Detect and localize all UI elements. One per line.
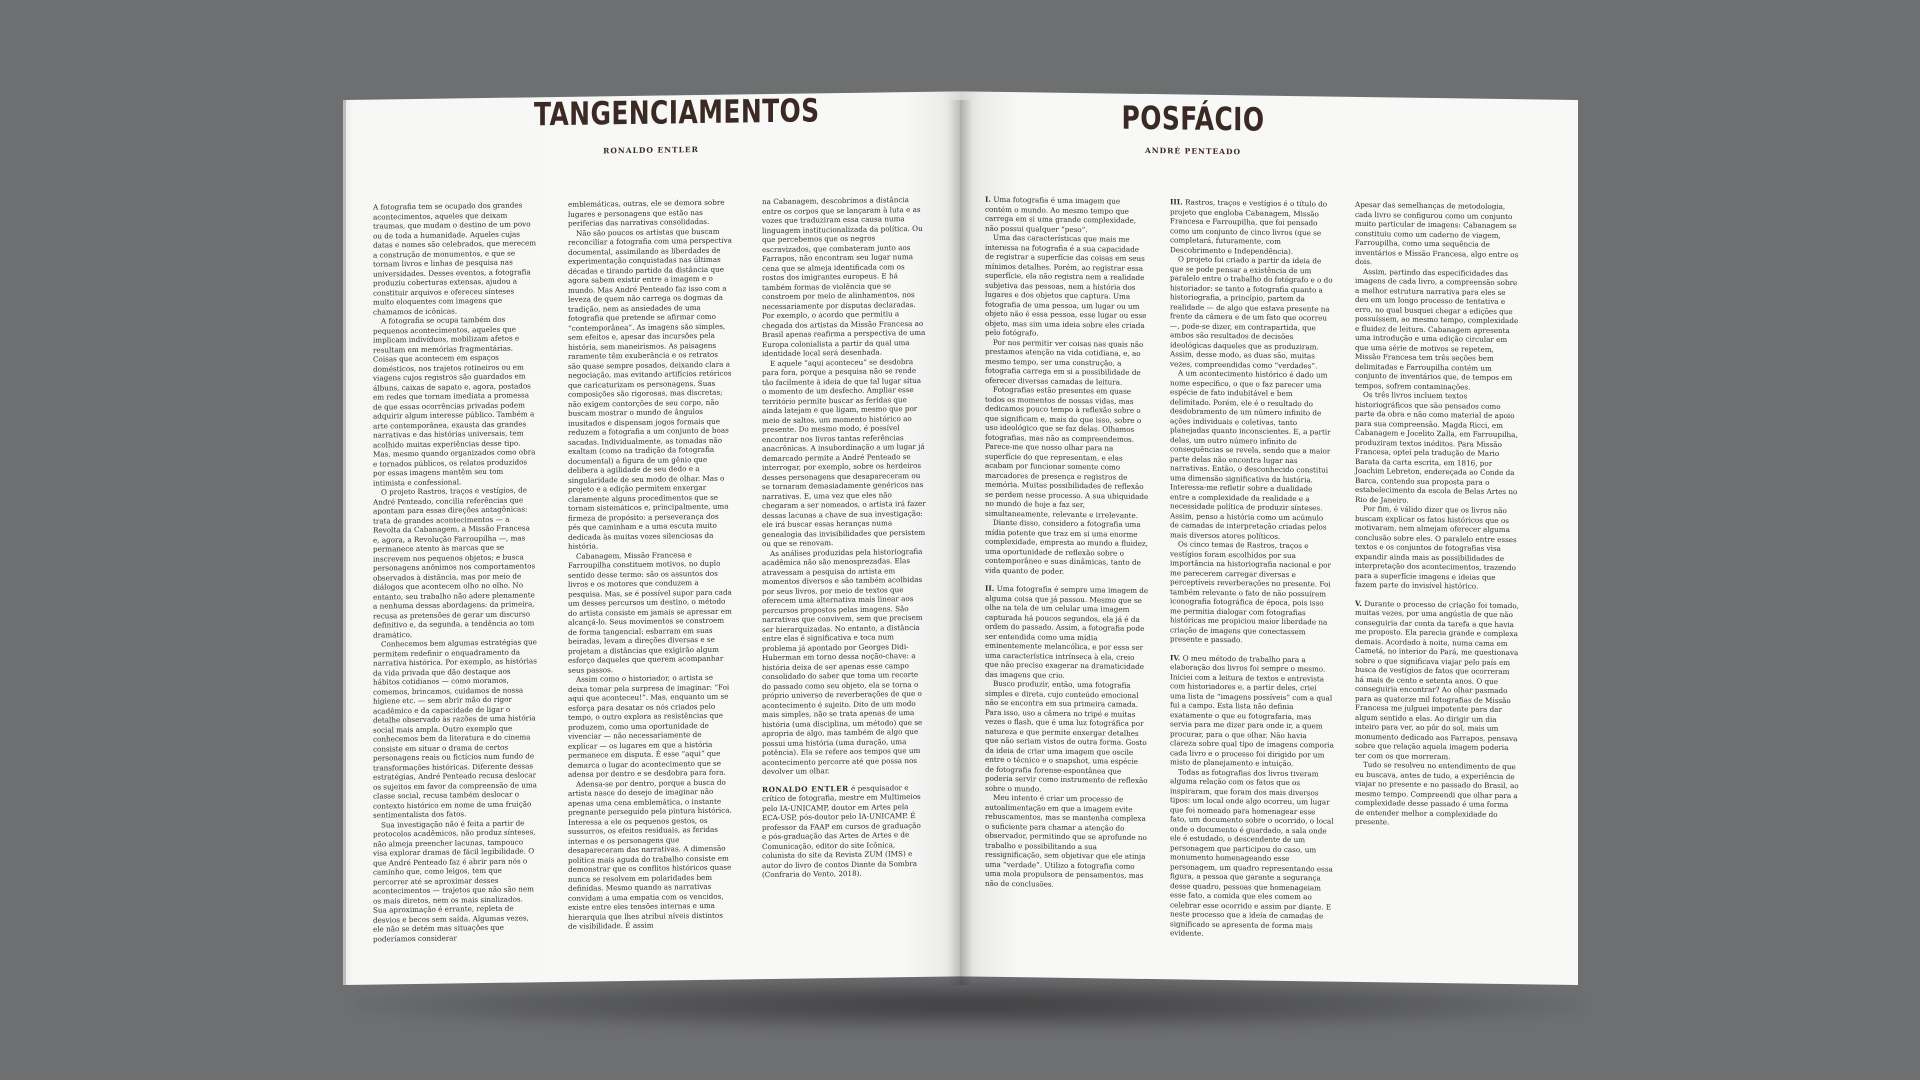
paragraph: Conhecemos bem algumas estratégias que permitem redefinir o enquadramento da narrativa histórica. Por exemplo, as histórias da vida privada que dão destaque aos hábitos cotidianos — como moramos, comemos, brincamos, cuidamos de nossa higiene etc. — sem abrir mão do rigor acadêmico e da capacidade de ligar o detalhe observado às razões de uma história social mais ampla. Outro exemplo que conhecemos bem da literatura e do cinema consiste em situar o drama de certos personagens reais ou fictícios num fundo de transformações históricas. Diferente dessas estratégias, André Penteado recusa deslocar os sujeitos em favor da compreensão de uma classe social, recusa também deslocar o contexto histórico em nome de uma fruição sentimentalista dos fatos. — [373, 637, 537, 820]
paragraph — [1170, 254, 1334, 370]
paragraph — [985, 385, 1149, 520]
paragraph: na Cabanagem, descobrimos a distância entre os corpos que se lançaram à luta e as vozes que traduziram essa causa numa linguagem institucionalizada da política. Ou que percebemos que os negros escravizados, que combateram junto aos Farrapos, não encontram seu lugar numa cena que se almeja identificada com os rostos dos imigrantes europeus. E há também formas de violência que se constroem por meio de alinhamentos, nos necessariamente por disputas declaradas. Por exemplo, o acordo que permitiu a chegada dos artistas da Missão Francesa ao Brasil apenas reafirma a perspectiva de uma Europa colonialista a partir da qual uma identidade local será desenhada. — [762, 195, 926, 359]
left-column-3 — [762, 195, 926, 880]
paragraph-text: Todas as fotografias dos livros tiveram alguma relação com os fatos que os inspiraram, que foram dos mais diversos tipos: um local onde algo ocorreu, um lugar que foi nomeado para homenagear esse fato, um documento sobre o ocorrido, o local onde o documento é guardado, a sala onde ele é estudado, o descendente de um personagem que participou do caso, um monumento homenageando esse personagem, um quadro representando essa figura, a pessoa que garante a segurança desse quadro, pessoas que homenageiam esse fato, a comida que eles comem ao celebrar esse ocorrido e assim por diante. E neste processo que a ideia de camadas de significado se apresenta de forma mais evidente. — [1170, 766, 1334, 938]
paragraph — [1355, 598, 1519, 762]
paragraph: A fotografia tem se ocupado dos grandes acontecimentos, aqueles que deixam traumas, que mudam o destino de um povo ou de toda a humanidade. Aqueles cujas datas e nomes são celebrados, que merecem a construção de monumentos, e que se tornam livros e linhas de pesquisa nas universidades. Desses eventos, a fotografia produziu coberturas extensas, ajudou a constituir arquivos e ofereceu sínteses muito eloquentes com imagens que chamamos de icônicas. — [373, 200, 537, 317]
paragraph — [985, 584, 1149, 681]
page-edge — [343, 100, 346, 985]
section-number: III. — [1170, 197, 1186, 207]
paragraph-text: Uma das características que mais me interessa na fotografia é a sua capacidade de registrar a superfície das coisas em seus mínimos detalhes. Porém, ao registrar essa superfície, ela não registra nem a realidade subjetiva das pessoas, nem a história dos lugares e dos objetos que captura. Uma fotografia de uma pessoa, um lugar ou um objeto não é essa pessoa, esse lugar ou esse objeto, mas sim uma ideia sobre eles criada pelo fotógrafo. — [985, 232, 1147, 338]
paragraph — [1170, 767, 1334, 940]
open-magazine — [343, 91, 1578, 985]
author-andre-penteado: ANDRÉ PENTEADO — [1144, 145, 1242, 157]
paragraph-text: Assim, partindo das especificidades das imagens de cada livro, a compreensão sobre a melhor estrutura narrativa para eles se deu em um longo processo de tentativa e erro, no qual busquei chegar a edições que possuíssem, ao mesmo tempo, complexidade e fluidez de leitura. Cabanagem apresenta uma introdução e uma edição circular em que uma série de motivos se repetem, Missão Francesa tem três seções bem delimitadas e Farroupilha contém um conjunto de inventários que, de tempos em tempos, sofrem contaminações. — [1355, 266, 1519, 391]
paragraph: Cabanagem, Missão Francesa e Farroupilha constituem motivos, no duplo sentido desse termo: são os assuntos dos livros e os motores que conduzem a pesquisa. Mas, se é possível supor para cada um desses percursos um destino, o método do artista consiste em jamais se apressar em alcançá-lo. Seus movimentos se constroem de forma tangencial: esbarram em suas beiradas, levam a direções diversas e se projetam a distâncias que exigirão algum esforço daqueles que querem acompanhar seus passos. — [568, 549, 732, 675]
paragraph-text: Durante o processo de criação foi tomado, muitas vezes, por uma angústia de que não conseguiria dar conta da tarefa a que havia me proposto. Ela parecia grande e complexa demais. Acordado à noite, numa cama em Cametá, no interior do Pará, me questionava sobre o que significava viajar pelo país em busca de vestígios de fatos que ocorreram há mais de cento e setenta anos. O que conseguiria encontrar? Ao olhar pasmado para as quatorze mil fotografias de Missão Francesa me julguei impotente para dar algum sentido a elas. Ao dirigir um dia inteiro para ver, ao pôr do sol, mais um monumento dedicado aos Farrapos, pensava sobre que relação aquela imagem poderia ter com os que morreram. — [1355, 598, 1519, 761]
paragraph-text: Tudo se resolveu no entendimento de que eu buscava, antes de tudo, a experiência de viajar no presente e no passado do Brasil, ao mesmo tempo. Compreendi que olhar para a complexidade desse passado é uma forma de entender melhor a complexidade do presente. — [1355, 759, 1519, 827]
paragraph-text: Uma fotografia é uma imagem que contém o mundo. Ao mesmo tempo que carrega em si uma grande complexidade, não possui qualquer “peso”. — [985, 194, 1137, 234]
paragraph — [1170, 197, 1334, 256]
left-column-1 — [373, 200, 537, 943]
paragraph-text: Por fim, é válido dizer que os livros não buscam explicar os fatos históricos que os motivaram, nem almejam oferecer alguma conclusão sobre eles. O paralelo entre esses textos e os conjuntos de fotografias visa expandir ainda mais as possibilidades de interpretação dos acontecimentos, trazendo para a superfície imagens e ideias que fazem parte do invisível histórico. — [1355, 503, 1517, 591]
paragraph: Adensa-se por dentro, porque a busca do artista nasce do desejo de imaginar não apenas uma cena emblemática, o instante pregnante perseguido pela pintura histórica. Interessa a ele os pequenos gestos, os sussurros, os efeitos residuais, as feridas internas e os personagens que desapareceram das narrativas. A dimensão política mais aguda do trabalho consiste em demonstrar que os conflitos históricos quase nunca se resolvem em polaridades bem definidas. Mesmo quando as narrativas convidam a uma empatia com os vencidos, existe entre eles tensões internas e uma hierarquia que lhes atribui níveis distintos de visibilidade. É assim — [568, 777, 732, 931]
paragraph-text: Os cinco temas de Rastros, traços e vestígios foram escolhidos por sua importância na historiografia nacional e por me parecerem carregar diversas e perceptíveis reverberações no presente. Foi também relevante o fato de não possuírem iconografia fotográfica de época, pois isso me permitia dialogar com fotografias históricas me propiciou maior liberdade na criação de imagens que conectassem presente e passado. — [1170, 539, 1331, 645]
paragraph-text: Os três livros incluem textos historiográficos que são pensados como parte da obra e não como material de apoio para sua compreensão. Magda Ricci, em Cabanagem e Jocelito Zalla, em Farroupilha, produziram textos inéditos. Para Missão Francesa, optei pela tradução de Mario Barata da carta escrita, em 1816, por Joachim Lebreton, endereçada ao Conde da Barca, contendo sua proposta para o estabelecimento da escola de Belas Artes no Rio de Janeiro. — [1355, 389, 1518, 505]
bio-text: é pesquisador e crítico de fotografia, mestre em Multimeios pelo IA-UNICAMP, doutor em Artes pela ECA-USP, pós-doutor pelo IA-UNICAMP. É professor da FAAP em cursos de graduação e pós-graduação das Artes de Artes e de Comunicação, editor do site Icônica, colunista do site da Revista ZUM (IMS) e autor do livro de contos Diante da Sombra (Confraria do Vento, 2018). — [762, 782, 921, 880]
left-column-2 — [568, 198, 732, 932]
paragraph — [985, 195, 1149, 235]
paragraph-text: A um acontecimento histórico é dado um nome específico, o que o faz parecer uma espécie de fato indubitável e bem delimitado. Porém, ele é o resultado do desdobramento de um número infinito de ações individuais e coletivas, tanto planejadas quanto inconscientes. E, a partir delas, um outro número infinito de consequências se revela, sendo que a maior parte delas não encontra lugar nas narrativas. Então, o desconhecido constitui uma dimensão significativa da história. Interessa-me refletir sobre a dualidade entre a complexidade da realidade e a necessidade política de produzir sínteses. Assim, penso a história como um acúmulo de camadas de interpretação criadas pelos mais diversos atores políticos. — [1170, 368, 1331, 541]
magazine-shadow — [355, 980, 1585, 1030]
bio-name: RONALDO ENTLER — [762, 783, 849, 794]
paragraph — [985, 679, 1149, 795]
paragraph-text: Uma fotografia é sempre uma imagem de alguma coisa que já passou. Mesmo que se olhe na tela de um celular uma imagem capturada há poucos segundos, ela já é da ordem do passado. Assim, a fotografia pode ser entendida como uma mídia eminentemente melancólica, e por essa ser uma característica intrínseca à ela, creio que não preciso exagerar na dramaticidade das imagens que crio. — [985, 583, 1149, 680]
paragraph-text: Por nos permitir ver coisas nas quais não prestamos atenção na vida cotidiana, e, ao mesmo tempo, ser uma construção, a fotografia carrega em si a possibilidade de oferecer diversas camadas de leitura. — [985, 337, 1144, 387]
paragraph-text: Meu intento é criar um processo de autoalimentação em que a imagem evite rebuscamentos, mas se mantenha complexa o suficiente para chamar a atenção do observador, permitindo que se aprofunde no trabalho e possibilitando a sua ressignificação, sem objetivar que ele atinja uma “verdade”. Utilizo a fotografia como uma mola propulsora de pensamentos, mas não de conclusões. — [985, 792, 1147, 889]
paragraph — [985, 337, 1149, 387]
paragraph: E aquele “aqui aconteceu” se desdobra para fora, porque a pesquisa não se rende tão facilmente à ideia de que tal lugar situa o momento de um desfecho. Ampliar esse território permite buscar as feridas que ainda latejam e que ligam, mesmo que por meio de saltos, um momento histórico ao presente. Do mesmo modo, é possível encontrar nos livros tantas referências anacrônicas. A insubordinação a um lugar já demarcado permite a André Penteado se interrogar, por exemplo, sobre os herdeiros desses personagens que desapareceram ou se tornaram demasiadamente genéricos nas narrativas. E, uma vez que eles não chegaram a ser nomeados, o artista irá fazer dessas lacunas a chave de sua investigação: ele irá buscar essas heranças numa genealogia das invisibilidades que persistem ou que se renovam. — [762, 356, 926, 549]
author-ronaldo-entler: RONALDO ENTLER — [603, 145, 699, 156]
paragraph: Não são poucos os artistas que buscam reconciliar a fotografia com uma perspectiva documental, assimilando as liberdades de experimentação conquistadas nas últimas décadas e tirando partido da distância que agora sabem existir entre a imagem e o mundo. Mas André Penteado faz isso com a leveza de quem não carrega os dogmas da tradição, nem as ansiedades de uma fotografia que pretende se afirmar como “contemporânea”. As imagens são simples, sem efeitos e, apesar das incursões pela história, sem maneirismos. As paisagens raramente têm exuberância e os retratos são quase sempre posados, deixando clara a negociação, mas evitando artifícios retóricos que caricaturizam os personagens. Suas composições são rigorosas, mas discretas; não exigem contorções de seu corpo, não buscam mostrar o mundo de ângulos inusitados e dispensam jogos formais que reduzem a fotografia a um conjunto de boas sacadas. Individualmente, as tomadas não exaltam (como na tradição da fotografia documental) a figura de um gênio que delibera a agilidade de seu dedo e a singularidade de seu modo de olhar. Mas o projeto e a edição permitem enxergar claramente alguns procedimentos que se tornam sistemáticos e, principalmente, uma firmeza de propósito: a perseverança dos pés que caminham e a uma escuta muito dedicada às muitas vozes silenciosas da história. — [568, 226, 732, 551]
right-column-3 — [1355, 200, 1519, 829]
paragraph — [1170, 539, 1334, 646]
section-number: V. — [1355, 598, 1365, 608]
paragraph-text: Diante disso, considero a fotografia uma mídia potente que traz em si uma enorme complexidade, empresta ao mundo a fluidez, uma oportunidade de reflexão sobre o contemporâneo e suas dinâmicas, tanto de vida quanto de poder. — [985, 517, 1148, 576]
paragraph — [1355, 266, 1519, 392]
paragraph: emblemáticas, outras, ele se demora sobre lugares e personagens que estão nas periferias das narrativas consolidadas. — [568, 197, 725, 228]
paragraph — [1355, 390, 1519, 506]
paragraph: Assim como o historiador, o artista se deixa tomar pela surpresa de imaginar: “Foi aqui que aconteceu!”. Mas, enquanto um se esforça para desatar os nós criados pelo tempo, o outro explora as resistências que produzem, como uma oportunidade de vivenciar — não necessariamente de explicar — os lugares em que a história permanece em disputa. É esse “aqui” que demarca o lugar do acontecimento que se adensa por dentro e se desdobra para fora. — [568, 672, 730, 779]
paragraph — [1355, 200, 1519, 269]
section-number: IV. — [1170, 652, 1183, 662]
paragraph-text: Apesar das semelhanças de metodologia, cada livro se configurou como um conjunto muito particular de imagens: Cabanagem se constituiu como um caderno de viagem, Farroupilha, como uma sequência de inventários e Missão Francesa, algo entre os dois. — [1355, 199, 1519, 267]
left-page — [343, 91, 960, 985]
paragraph: As análises produzidas pela historiografia acadêmica não são menosprezadas. Elas atravessam a pesquisa do artista em momentos diversos e são também acolhidas por seus livros, por meio de textos que oferecem uma alternativa mais linear aos percursos propostos pelas imagens. São narrativas que convivem, sem que precisem ser hierarquizadas. No entanto, a distância entre elas é significativa e toca num problema já apontado por Georges Didi-Huberman em torno dessa noção-chave: a história deixa de ser apenas esse campo consolidado do saber que toma um recorte do passado como seu objeto, ela se torna o próprio universo de reverberações de que o acontecimento é sujeito. Dito de um modo mais simples, não se trata apenas de uma história (uma disciplina, um método) que se apropria de algo, mas também de algo que possui uma história (uma duração, uma potência). Ela se refere aos tempos que um acontecimento percorre até que possa nos devolver um olhar. — [762, 546, 923, 777]
paragraph — [1355, 760, 1519, 829]
paragraph-text: O meu método de trabalho para a elaboração dos livros foi sempre o mesmo. Iniciei com a leitura de textos e entrevista com historiadores e, a partir deles, criei uma lista de “imagens possíveis” com a qual fui a campo. Esta lista não definia exatamente o que eu fotografaria, mas servia para me dizer para onde ir, a quem procurar, para o que olhar. Não havia clareza sobre qual tipo de imagens comporia cada livro e o processo foi dirigido por um misto de planejamento e intuição. — [1170, 652, 1334, 769]
author-bio — [762, 782, 926, 879]
left-column-3-body — [762, 195, 926, 777]
section-number: II. — [985, 583, 997, 593]
right-column-2 — [1170, 197, 1334, 940]
article-title-tangenciamentos: TANGENCIAMENTOS — [534, 91, 820, 134]
paragraph-text: O projeto foi criado a partir da ideia de que se pode pensar a existência de um paralelo entre o trabalho do fotógrafo e o do historiador: se tanto a fotografia quanto a historiografia, a princípio, partem da realidade — de algo que estava presente na frente da câmera e de um fato que ocorreu —, pode-se dizer, em contrapartida, que ambos são resultados de decisões ideológicas daqueles que as produziram. Assim, desse modo, as duas são, muitas vezes, compreendidas como “verdades”. — [1170, 254, 1333, 370]
gutter-fold — [948, 100, 972, 985]
paragraph — [1170, 653, 1334, 769]
right-page — [960, 91, 1578, 985]
paragraph: A fotografia se ocupa também dos pequenos acontecimentos, aqueles que implicam indivíduos, mobilizam afetos e resultam em memórias fragmentárias. Coisas que acontecem em espaços domésticos, nos trajetos rotineiros ou em viagens cujos registros são guardados em álbuns, caixas de sapato e, agora, postados em redes que tornam imediata a promessa de que essas ocorrências privadas podem adquirir algum interesse público. Também a arte contemporânea, exausta das grandes narrativas e das histórias universais, tem acolhido muitas experiências desse tipo. Mas, mesmo quando organizados como obra e tornados públicos, os relatos produzidos por essas imagens mantêm seu tom intimista e confessional. — [373, 314, 536, 488]
paragraph: O projeto Rastros, traços e vestígios, de André Penteado, concilia referências que apontam para essas direções antagônicas: trata de grandes acontecimentos — a Revolta da Cabanagem, a Missão Francesa e, agora, a Revolução Farroupilha —, mas permanece atento às marcas que se inscrevem nos pequenos objetos; e busca personagens anônimos nos comportamentos observados à distância, mas por meio de diálogos que acontecem olho no olho. No entanto, seu trabalho não adere plenamente a nenhuma dessas abordagens: da primeira, recusa as pretensões de gerar um discurso definitivo e, da segunda, a tendência ao tom dramático. — [373, 485, 536, 640]
paragraph — [985, 793, 1149, 890]
paragraph — [985, 518, 1149, 577]
paragraph — [985, 233, 1149, 340]
paragraph: Sua investigação não é feita a partir de protocolos acadêmicos, não produz sínteses, não almeja preencher lacunas, tampouco visa explorar dramas de fácil legibilidade. O que André Penteado faz é abrir para nós o caminho que, como leigos, tem que percorrer até se aproximar desses acontecimentos — trajetos que não são nem os mais diretos, nem os mais sinalizados. Sua aproximação é errante, repleta de desvios e becos sem saída. Algumas vezes, ele não se detém mas situações que poderíamos considerar — [373, 817, 536, 944]
paragraph-text: Fotografias estão presentes em quase todos os momentos de nossas vidas, mas dedicamos pouco tempo à reflexão sobre o que significam e, mais do que isso, sobre o uso ideológico que se faz delas. Olhamos fotografias, mas não as compreendemos. Parece-me que nosso olhar para na superfície do que representam, e elas acabam por funcionar somente como marcadores de presença e registros de memória. Muitas possibilidades de reflexão se perdem nesse processo. A sua ubiquidade no mundo de hoje a faz ser, simultaneamente, relevante e irrelevante. — [985, 384, 1149, 520]
article-title-posfacio: POSFÁCIO — [1121, 98, 1265, 139]
paragraph — [1355, 504, 1519, 592]
right-column-1 — [985, 195, 1149, 890]
paragraph-text: Rastros, traços e vestígios é o título do projeto que engloba Cabanagem, Missão Francesa e Farroupilha, que foi pensado como um conjunto de cinco livros (que se completará, futuramente, com Descobrimento e Independência). — [1170, 197, 1328, 256]
paragraph — [1170, 368, 1334, 541]
section-number: I. — [985, 194, 994, 204]
paragraph-text: Busco produzir, então, uma fotografia simples e direta, cujo conteúdo emocional não se encontra em sua primeira camada. Para isso, uso a câmera no tripé e muitas vezes o flash, que é uma luz fotográfica por natureza e que permite enxergar detalhes que não seriam vistos de outra forma. Gosto da ideia de criar uma imagem que oscile entre o técnico e o snapshot, uma espécie de fotografia forense-espontânea que poderia servir como instrumento de reflexão sobre o mundo. — [985, 678, 1148, 794]
